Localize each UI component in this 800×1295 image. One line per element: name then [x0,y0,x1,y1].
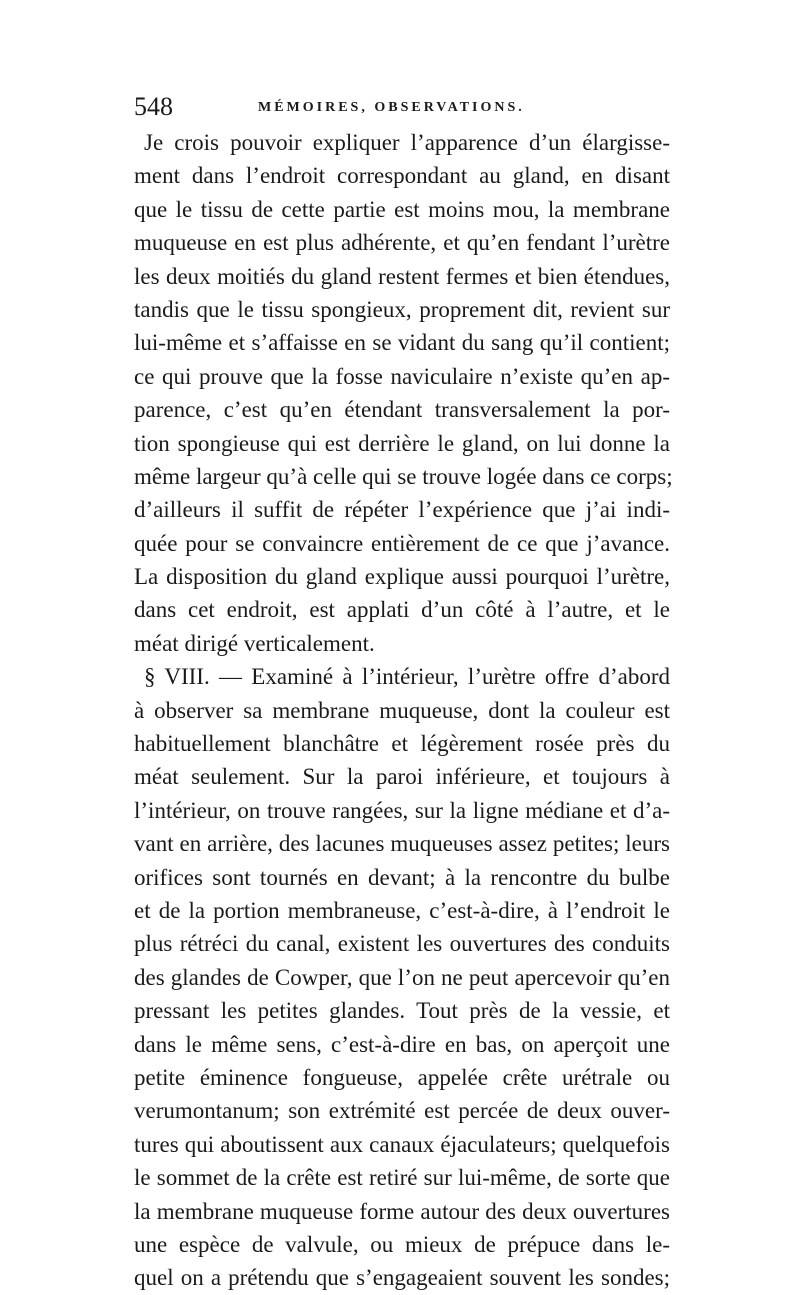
text-line: quée pour se convaincre entièrement de ce que j’avance. [134,530,670,556]
text-line: des glandes de Cowper, que l’on ne peut apercevoir qu’en [134,964,670,990]
text-line: le sommet de la crête est retiré sur lui-même, de sorte que [134,1165,670,1191]
text-line: quel on a prétendu que s’engageaient souvent les sondes; [134,1265,670,1291]
page-header [134,92,674,124]
text-line: lui-même et s’affaisse en se vidant du sang qu’il contient; [134,330,670,356]
text-line: tion spongieuse qui est derrière le gland, on lui donne la [134,430,670,456]
text-line: pressant les petites glandes. Tout près de la vessie, et [134,998,670,1024]
text-line: méat seulement. Sur la paroi inférieure, et toujours à [134,764,670,790]
text-line: la membrane muqueuse forme autour des deux ouvertures [134,1198,670,1224]
text-line: parence, c’est qu’en étendant transversalement la por- [134,397,670,423]
text-line: Je crois pouvoir expliquer l’apparence d’un élargisse- [144,130,670,155]
text-line: muqueuse en est plus adhérente, et qu’en fendant l’urètre [134,230,670,256]
text-line: les deux moitiés du gland restent fermes et bien étendues, [134,263,670,289]
page-number: 548 [134,92,173,121]
text-line: § VIII. — Examiné à l’intérieur, l’urètre offre d’abord [144,664,670,690]
text-line: une espèce de valvule, ou mieux de prépuce dans le- [134,1231,670,1257]
text-line: habituellement blanchâtre et légèrement rosée près du [134,731,670,757]
text-line: tures qui aboutissent aux canaux éjaculateurs; quelquefois [134,1131,670,1157]
text-line: d’ailleurs il suffit de répéter l’expérience que j’ai indi- [134,497,670,523]
text-line: méat dirigé verticalement. [134,630,375,656]
text-line: verumontanum; son extrémité est percée de deux ouver- [134,1098,670,1124]
text-line: même largeur qu’à celle qui se trouve logée dans ce corps; [134,463,673,489]
text-line: tandis que le tissu spongieux, proprement dit, revient sur [134,296,670,322]
text-line: dans cet endroit, est applati d’un côté à l’autre, et le [134,597,670,623]
text-line: dans le même sens, c’est-à-dire en bas, on aperçoit une [134,1031,670,1057]
text-line: orifices sont tournés en devant; à la rencontre du bulbe [134,864,670,890]
body-text [134,126,673,1295]
text-line: petite éminence fongueuse, appelée crête urétrale ou [134,1064,670,1090]
text-line: La disposition du gland explique aussi pourquoi l’urètre, [134,564,670,590]
text-line: plus rétréci du canal, existent les ouvertures des conduits [134,931,670,957]
text-line: ment dans l’endroit correspondant au gland, en disant [134,163,670,189]
text-line: à observer sa membrane muqueuse, dont la couleur est [134,697,670,723]
running-head: MÉMOIRES, OBSERVATIONS. [258,100,525,115]
text-line: que le tissu de cette partie est moins mou, la membrane [134,196,670,222]
text-line: vant en arrière, des lacunes muqueuses assez petites; leurs [134,831,670,857]
text-line: l’intérieur, on trouve rangées, sur la ligne médiane et d’a- [134,797,670,823]
text-line: et de la portion membraneuse, c’est-à-dire, à l’endroit le [134,897,670,923]
text-line: ce qui prouve que la fosse naviculaire n’existe qu’en ap- [134,363,670,389]
